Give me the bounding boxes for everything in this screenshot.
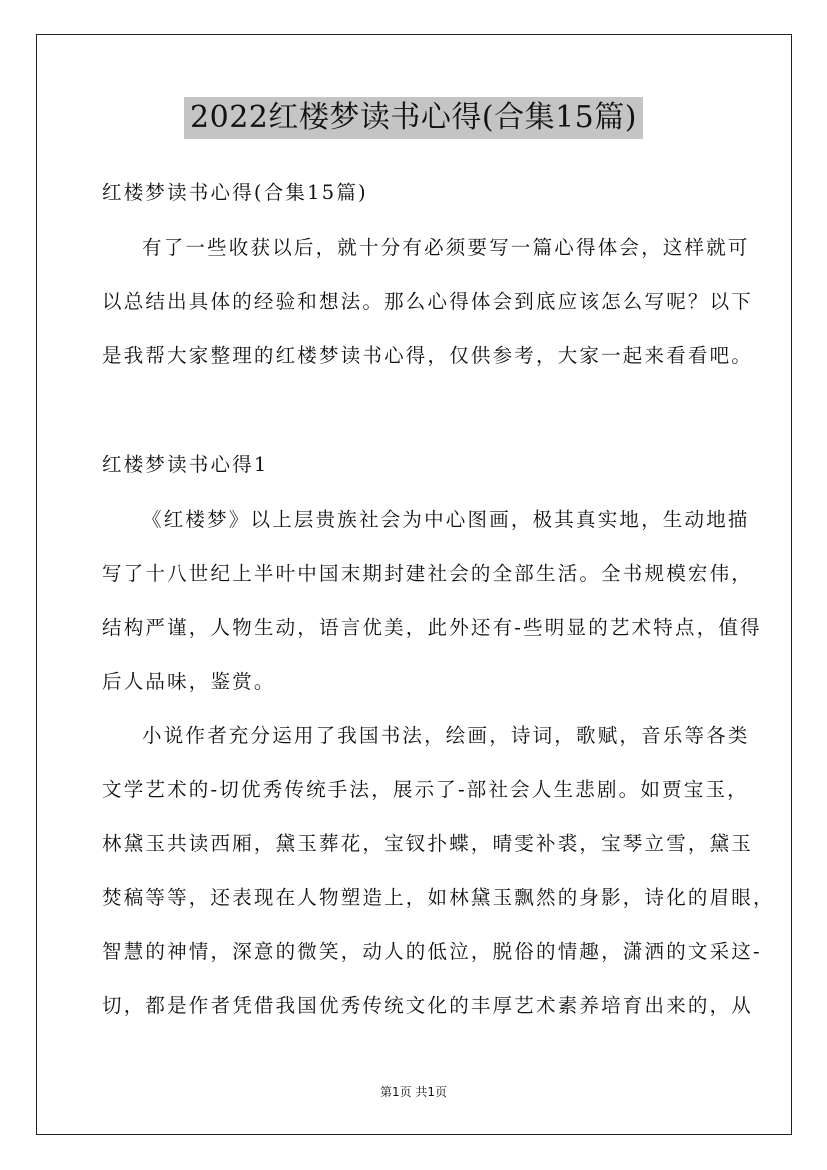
document-title: 2022红楼梦读书心得(合集15篇): [184, 97, 643, 139]
intro-line: 以总结出具体的经验和想法。那么心得体会到底应该怎么写呢？以下: [102, 290, 754, 313]
page-number: 第1页 共1页: [379, 1085, 448, 1099]
paragraph-line: 文学艺术的-切优秀传统手法，展示了-部社会人生悲剧。如贾宝玉，: [102, 778, 749, 801]
paragraph-line: 写了十八世纪上半叶中国末期封建社会的全部生活。全书规模宏伟，: [102, 562, 754, 585]
paragraph-line: 智慧的神情，深意的微笑，动人的低泣，脱俗的情趣，潇洒的文采这-: [102, 940, 762, 963]
document-subtitle: 红楼梦读书心得(合集15篇): [102, 181, 368, 204]
section-heading: 红楼梦读书心得1: [102, 453, 269, 476]
paragraph-line: 林黛玉共读西厢，黛玉葬花，宝钗扑蝶，晴雯补裘，宝琴立雪，黛玉: [102, 832, 754, 855]
paragraph-line: 焚稿等等，还表现在人物塑造上，如林黛玉飘然的身影，诗化的眉眼，: [102, 886, 775, 909]
paragraph-line: 《红楼梦》以上层贵族社会为中心图画，极其真实地，生动地描: [142, 508, 750, 531]
intro-line: 是我帮大家整理的红楼梦读书心得，仅供参考，大家一起来看看吧。: [102, 344, 754, 367]
paragraph-line: 后人品味，鉴赏。: [102, 670, 276, 693]
intro-line: 有了一些收获以后，就十分有必须要写一篇心得体会，这样就可: [142, 236, 750, 259]
paragraph-line: 小说作者充分运用了我国书法，绘画，诗词，歌赋，音乐等各类: [142, 724, 750, 747]
paragraph-line: 切，都是作者凭借我国优秀传统文化的丰厚艺术素养培育出来的，从: [102, 994, 754, 1017]
paragraph-line: 结构严谨，人物生动，语言优美，此外还有-些明显的艺术特点，值得: [102, 616, 762, 639]
